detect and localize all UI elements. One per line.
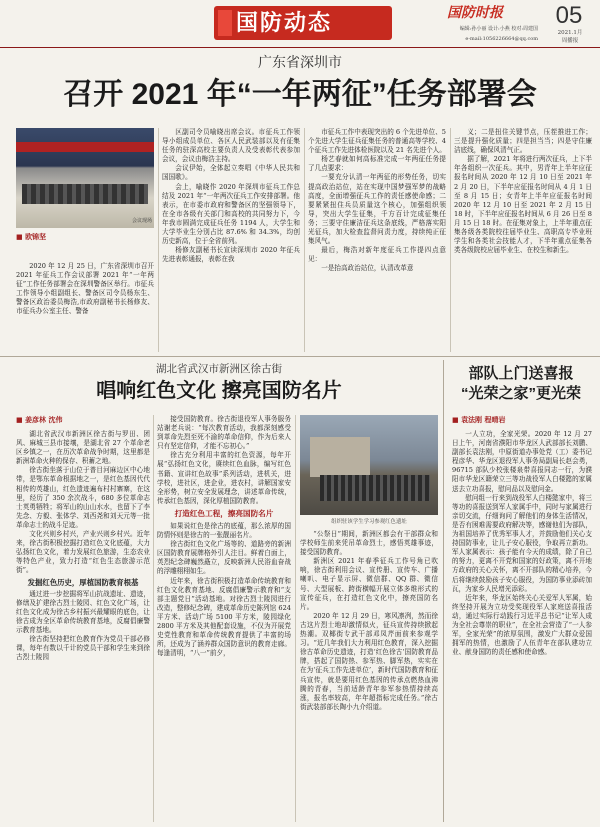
col-divider <box>295 415 296 822</box>
article2-subhead-2: 打造红色工程，擦亮国防名片 <box>174 508 274 518</box>
paper-logo: 国防时报 <box>447 5 503 21</box>
a2-c2-p1: 接受国防教育。徐古街退役军人事务服务站谢老兵说：“每次教育活动，我都深刻感受到革命先烈至死不渝的革命信仰，作为后来人只有坚定信仰，才能不忘初心。” <box>157 415 291 451</box>
a1-c4-p1: 义；二是扭住关键节点，压茬推进工作；三是提升强化质量；四是担当当；四是守住廉洁底线，确保风清气正。 <box>454 128 592 155</box>
a2-c1-p5: 徐古街坚持把红色教育作为党员干部必修课，每年有数以千计的党员干部和学生来到徐古烈士陵园 <box>16 634 150 662</box>
article1-col2 <box>162 128 300 352</box>
a2-c2-p2: 徐古充分利用丰富的红色资源，每年开展“弘扬红色文化，赓续红色血脉，编写红色书籍、宣讲红色故事”系列活动，进机关，进学校，进社区，进企业，进农村，讲解国家安全形势，树立安全发展理念，讲述革命传统，传承红色基因，深化厚植国防教育。 <box>157 451 291 505</box>
article2-kicker: 湖北省武汉市新洲区徐古街 <box>156 363 282 375</box>
article3-byline-text: 袁法刚 程晴岩 <box>461 415 506 424</box>
a2-c1-p4: 通过进一步挖掘将军山抗战遗址、遗迹，修缮及扩建徐古烈士陵园、红色文化广场，让红色文化成为徐古乡村振兴最耀眼的底色，让徐古成为全区革命传统教育基地，反腐倡廉警示教育基地。 <box>16 589 150 634</box>
a1-c2-p2: 会议伊始，全体起立奏唱《中华人民共和国国歌》。 <box>162 164 300 182</box>
article2-photo <box>300 415 438 515</box>
article1-byline-text: 欧锦坚 <box>25 232 47 241</box>
article3-byline <box>452 415 592 426</box>
article1-byline <box>16 232 154 243</box>
article1-kicker: 广东省深圳市 <box>258 55 342 71</box>
article-separator <box>0 356 600 357</box>
a3-p1: 一人立功，全家光荣。2020 年 12 月 27 日上午，河南省濮阳市华龙区人武部部长刘鹏、副部长袁法刚，中原街道办事处党（工）委书记程彦华、华龙区退役军人事务局副局长赵会勇，96715 部队少校张楼泉带喜报同志一行，为濮阳市华龙区籍荣立三等功战役军人白楼懿的家属送去立功喜报，慰问品以及慰问金。 <box>452 430 592 493</box>
photo-people <box>320 475 430 501</box>
a1-c3-p2: 杨艺春就如何高标准完成一年两征任务提了几点要求： <box>308 155 446 173</box>
a3-p2: 慰问组一行来到战役军人白楼懿家中，将三等功的喜报送到军人家属手中，同时与家属进行亲切交流，仔细询问了解他们的身体生活情况，是否有困难需要政府解决等，感谢他们为部队，为祖国培养了优秀军事人才，并鼓励他们关心支持国防事业，让儿子安心服役，争取再立新功。军人家属表示：孩子能有今天的成绩，除了自己的努力，更离不开党和国家的好政策，离不开地方政府的关心关怀，离不开部队的精心培养，今后将继续鼓励孩子安心服役，为国防事业添砖加瓦，为家乡人民增光添彩。 <box>452 493 592 593</box>
issue-date: 2021.1月 <box>557 30 583 36</box>
col-divider <box>450 128 451 352</box>
a2-c2-p4: 徐古街红色文化广场等的、道路旁的新洲区国防教育展牌格外引人注目。鲜着白面上，英烈纪念碑巍然矗立，反映新洲人民浴血奋战的浮雕栩栩如生。 <box>157 540 291 576</box>
photo-audience <box>22 184 148 204</box>
a2-c3-p3: 2020 年 12 月 29 日，寒风凛冽，然而徐古这片烈士地却激情似火，征兵宣传持续掀起热潮。双椰街专武干部邓凤芹面前来参观学习。“近几年我们大力利用红色教育，深入挖掘徐古革命历史遗迹，打造‘红色徐古’国防教育品牌，搭起了国防热、参军热、脚军热，实实在在为‘征兵工作先进单位’，新时代国防教育和征兵宣传，就是要用红色基因的传承点燃热血沸腾的青春，当前适龄青年参军参热情持续高涨，报名率较高，年年超指标完成任务。”徐古街武装部部长陶小九介绍道。 <box>300 611 438 711</box>
col-divider <box>158 128 159 352</box>
article2-byline-text: 姜彦林 沈伟 <box>25 415 63 424</box>
article2-subhead-1: 发掘红色历史，厚植国防教育根基 <box>27 577 139 587</box>
byline-marker-icon: ■ <box>16 415 26 424</box>
col-divider <box>304 128 305 352</box>
a2-c2-p3: 如果说红色是徐古的底蕴，那么浓厚的国防情怀则是徐古的一张靓丽名片。 <box>157 521 291 540</box>
article2-byline <box>16 415 150 426</box>
editors-line: 编辑:孙小丽 设计:小燕 校对:周建国 <box>459 26 538 32</box>
byline-marker-icon: ■ <box>16 232 26 241</box>
a1-c3-p1: 市征兵工作中表现突出的 6 个先进单位、5 个先进大学生征兵征集任务的普通高等学校、4 个征兵工作先进体检医院以及 21 名先进个人。 <box>308 128 446 155</box>
article3-col <box>452 430 592 822</box>
a1-c2-p4: 杨修友副秘书长宣读深圳市 2020 年征兵先进表彰通报，表彰在我 <box>162 246 300 264</box>
a2-c1-p2: 徐古街坐落于山位于普目河麻边区中心地带，是鄂东革命根据地之一，是红色基因代代相传的英雄山，红色遗迹遍布村村寨寨，在这里，经历了 350 余次战斗，680 多位革命志士英勇牺牲；将军山的山山水水，也留下了李先念、方毅、张体学、刘西尧和刘天元等一批革命志士的战斗足迹。 <box>16 466 150 529</box>
a3-p3: 近年来，华龙区始终关心关爱军人军属，始终坚持开展为立功受奖现役军人家庭送喜报活动，通过实际行动践行习近平总书记“让军人成为全社会尊崇的职业”，在全社会营造了“一人参军，全家光荣”的浓厚氛围，激发广大群众爱国拥军的热情，也激励了人伍青年在部队建功立业、献身国防的责任感和使命感。 <box>452 593 592 657</box>
email-line: e-mail:1056226664@qq.com <box>465 36 538 42</box>
a1-c2-p3: 会上，喻晓作 2020 年深圳市征兵工作总结及 2021 年“一年两次征兵工作安排部署。他表示，在市委市政府和警备区的坚强领导下，在全市各级有关部门和高校的共同努力下，今年我市圆满完成征兵任务 1194 人，大学生和大学毕业生分别占比 87.6% 和 34.3%，均创历史新高，位于全省前列。 <box>162 182 300 246</box>
section-title: 国防动态 <box>236 10 333 35</box>
article2-col3 <box>300 530 438 822</box>
a1-c3-p5: 一是抬高政治站位，认清改革意 <box>321 264 414 273</box>
article1-col1 <box>16 262 154 350</box>
article2-title: 唱响红色文化 擦亮国防名片 <box>96 380 342 402</box>
masthead <box>0 0 600 47</box>
article1-col4 <box>454 128 592 352</box>
page-number: 05 <box>555 2 583 29</box>
photo-banner <box>16 142 154 152</box>
a1-c4-p2: 据了解，2021 年将进行两次征兵，上下半年各组织一次征兵。其中，男青年上半年应征报名时间从 2020 年 12 月 10 日至 2021 年 2 月 20 日，下半年应征报名时间从 4 月 1 日至 8 月 15 日；女青年上半年应征报名时间 2020 年 12 月 10 日至 2021 年 2 月 15 日 18 时，下半年应征报名时间从 6 月 26 日至 8 月 15 日 18 时。在征集对象上，上半年重点征集各级各类院校往届毕业生、高职高专毕业班学生和各类社会技能人才，下半年重点征集各类各级院校应届毕业生、在校生和新生。 <box>454 155 592 255</box>
a2-c2-p5: 近年来，徐古街积极打造革命传统教育和红色文化教育基地、反腐倡廉警示教育和“支部主题党日”活动基地。对徐古烈士陵园进行改造，整修纪念碑，建成革命历史陈列馆 624 平方米、活动广场 5100 平方米，陵园绿化 2800 平方米及其他配套设施，不仅为开展党史党性教育和革命传统教育提供了丰富的场所，还成为了涵养群众国防意识的教育走廊。每逢清明，“八一”前夕， <box>157 576 291 658</box>
header-rule <box>0 47 600 48</box>
byline-marker-icon: ■ <box>452 415 462 424</box>
a2-c3-p2: 新洲区 2021 年春季征兵工作号角已吹响，徐古街利用会议、宣传册、宣传车、广播喇叭、电子显示屏、微信群、QQ 群、微信号、大型展板、跨街横幅开展立体多维形式的宣传征兵，在打造红色文化中，擦亮国防名片。 <box>300 557 438 611</box>
a1-c1-p1: 2020 年 12 月 25 日，广东省深圳市召开 2021 年征兵工作会议部署 2021 年“一年两征”工作任务部署会在深圳警备区举行。市征兵工作领导小组副组长、警备区司令员杨东生、警备区政治委员梅浩,市政府副秘书长杨修友、市征兵办公室主任、警备 <box>16 262 154 316</box>
photo-building <box>310 437 370 477</box>
article1-title: 召开 2021 年“一年两征”任务部署会 <box>63 78 537 111</box>
col-divider <box>153 415 154 822</box>
article1-col3 <box>308 128 446 352</box>
section-tab-accent <box>218 10 232 36</box>
article1-photo <box>16 128 154 228</box>
article2-col2 <box>157 415 291 822</box>
photo-caption: 会议现场 <box>131 218 152 224</box>
a1-c3-p4: 最后，梅浩对新年度征兵工作提四点意见： <box>308 246 446 264</box>
edition-label: 周播报 <box>561 38 579 44</box>
article-divider <box>443 360 444 822</box>
article2-photo-caption: 组织驻该学生学习参观红色遗址 <box>331 519 407 525</box>
a2-c3-p1: “公祭日”期间，新洲区都会有干部群众和学校师生前来凭吊革命烈士，感悟英雄事迹，接受国防教育。 <box>300 530 438 557</box>
a1-c2-p1: 区副司令员喻晓出席会议。市征兵工作领导小组成员单位、各区人民武装部以及有征集任务的驻深高校主要负责人及受表彰代表参加会议，会议由梅浩主持。 <box>162 128 300 164</box>
article3-title-line2: “光荣之家”更光荣 <box>460 385 581 402</box>
a2-c1-p3: 文化兴则乡村兴，产业兴则乡村兴。近年来，徐古街积极挖掘打造红色文化底蕴，大力弘扬红色文化，着力发展红色旅游，生态农业等特色产业，致力打造“红色生态旅游示范街”。 <box>16 530 150 575</box>
article2-col1 <box>16 430 150 822</box>
article3-title-line1: 部队上门送喜报 <box>468 365 574 382</box>
a1-c3-p3: 一要充分认清一年两征的形势任务，切实提高政治站位，站在实现中国梦强军梦的战略高度，全面增强征兵工作的责任感使命感；二要紧紧扭住兵员质量这个核心，加强组织领导，突出大学生征集，千方百计完成征集任务；三要守住廉洁征兵这条底线，严格落实阳光征兵，加大检查监督问责力度，持续纯正征集风气。 <box>308 173 446 246</box>
a2-c1-p1: 湖北省武汉市新洲区徐古街与罗田、团风、麻城三县市接壤，是湖北省 27 个革命老区乡镇之一，在历次革命战争时期，这里都是新洲革命火种的保存、积蓄之地。 <box>16 430 150 466</box>
